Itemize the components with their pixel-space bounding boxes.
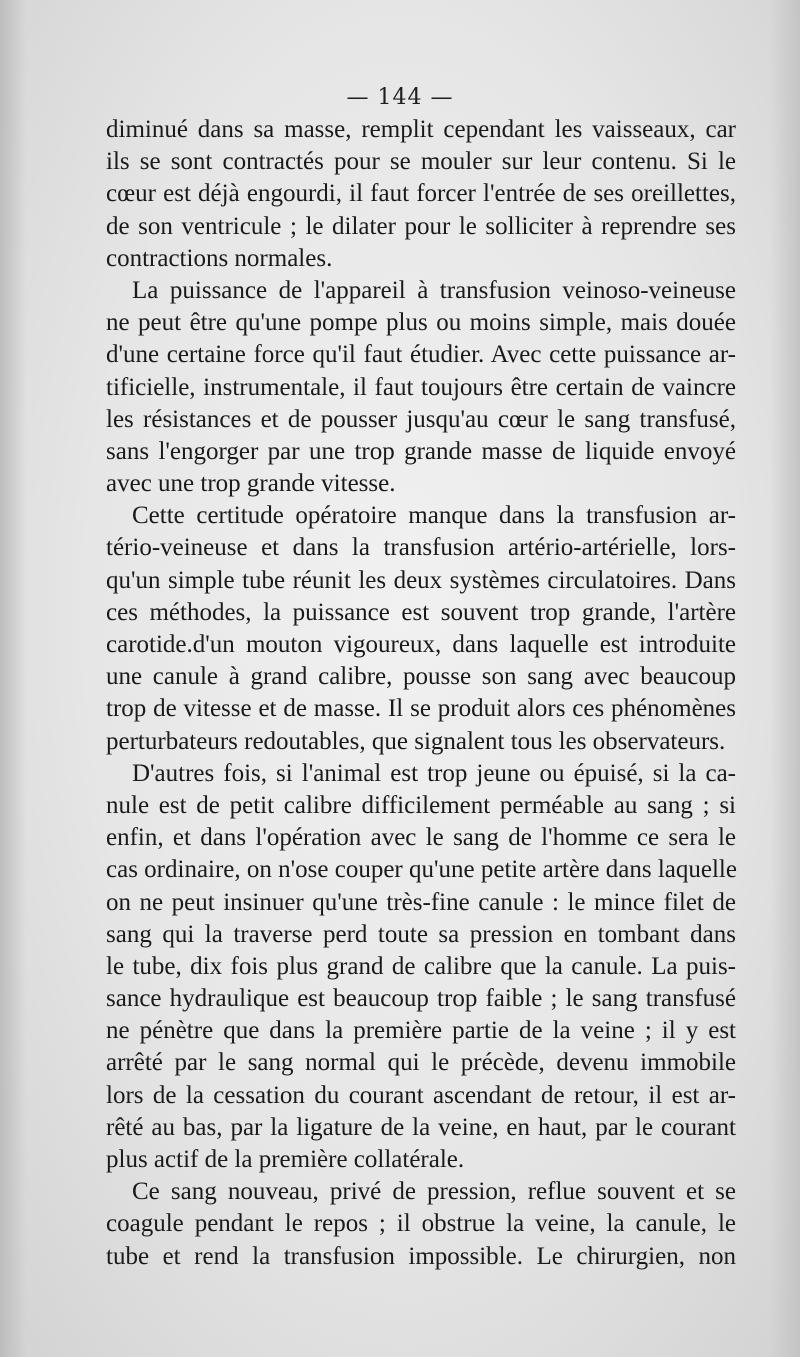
text-line: les résistances et de pousser jusqu'au cœur le sang transfusé, (106, 405, 736, 433)
text-line: ils se sont contractés pour se mouler sur leur contenu. Si le (106, 148, 736, 176)
text-line: rêté au bas, par la ligature de la veine, en haut, par le courant (106, 1113, 736, 1141)
text-line: avec une trop grande vitesse. (106, 470, 396, 498)
text-line: ne peut être qu'une pompe plus ou moins simple, mais douée (106, 309, 736, 337)
text-line: enfin, et dans l'opération avec le sang de l'homme ce sera le (106, 824, 736, 852)
text-line: La puissance de l'appareil à transfusion veinoso-veineuse (132, 276, 736, 304)
text-line: tificielle, instrumentale, il faut toujours être certain de vaincre (106, 373, 736, 401)
text-line: cœur est déjà engourdi, il faut forcer l'entrée de ses oreillettes, (106, 180, 736, 208)
text-line: on ne peut insinuer qu'une très-fine canule : le mince filet de (106, 888, 736, 916)
text-line: plus actif de la première collatérale. (106, 1146, 465, 1173)
page-number: — 144 — (346, 85, 454, 110)
page-shadow-left (0, 0, 26, 1357)
text-line: diminué dans sa masse, remplit cependant les vaisseaux, car (106, 116, 736, 143)
text-line: tério-veineuse et dans la transfusion artério-artérielle, lors- (106, 534, 736, 562)
text-line: coagule pendant le repos ; il obstrue la veine, la canule, le (106, 1210, 736, 1238)
text-line: d'une certaine force qu'il faut étudier. Avec cette puissance ar- (106, 341, 736, 369)
text-line: contractions normales. (106, 244, 333, 272)
text-line: lors de la cessation du courant ascendant de retour, il est ar- (106, 1081, 736, 1109)
text-line: Ce sang nouveau, privé de pression, reflue souvent et se (132, 1178, 736, 1206)
text-line: cas ordinaire, on n'ose couper qu'une petite artère dans laquelle (106, 856, 737, 884)
text-line: carotide.d'un mouton vigoureux, dans laquelle est introduite (106, 631, 736, 658)
text-line: qu'un simple tube réunit les deux systèmes circulatoires. Dans (106, 566, 736, 594)
text-line: sans l'engorger par une trop grande masse de liquide envoyé (106, 437, 736, 465)
text-line: trop de vitesse et de masse. Il se produit alors ces phénomènes (106, 695, 736, 723)
text-line: de son ventricule ; le dilater pour le solliciter à reprendre ses (106, 212, 736, 240)
text-line: sance hydraulique est beaucoup trop faible ; le sang transfusé (106, 985, 736, 1013)
text-line: arrêté par le sang normal qui le précède, devenu immobile (106, 1049, 736, 1077)
text-line: nule est de petit calibre difficilement perméable au sang ; si (106, 791, 736, 819)
text-line: ne pénètre que dans la première partie de la veine ; il y est (106, 1017, 736, 1045)
text-line: ces méthodes, la puissance est souvent trop grande, l'artère (106, 598, 736, 626)
text-line: une canule à grand calibre, pousse son sang avec beaucoup (106, 663, 736, 691)
text-line: le tube, dix fois plus grand de calibre que la canule. La puis- (106, 952, 736, 980)
text-line: sang qui la traverse perd toute sa pression en tombant dans (106, 920, 736, 948)
text-line: tube et rend la transfusion impossible. Le chirurgien, non (106, 1242, 736, 1270)
page-shadow-right (770, 0, 800, 1357)
text-line: D'autres fois, si l'animal est trop jeune ou épuisé, si la ca- (132, 759, 736, 787)
text-line: Cette certitude opératoire manque dans la transfusion ar- (132, 502, 736, 530)
text-line: perturbateurs redoutables, que signalent tous les observateurs. (106, 727, 726, 755)
body-text (106, 114, 736, 1273)
